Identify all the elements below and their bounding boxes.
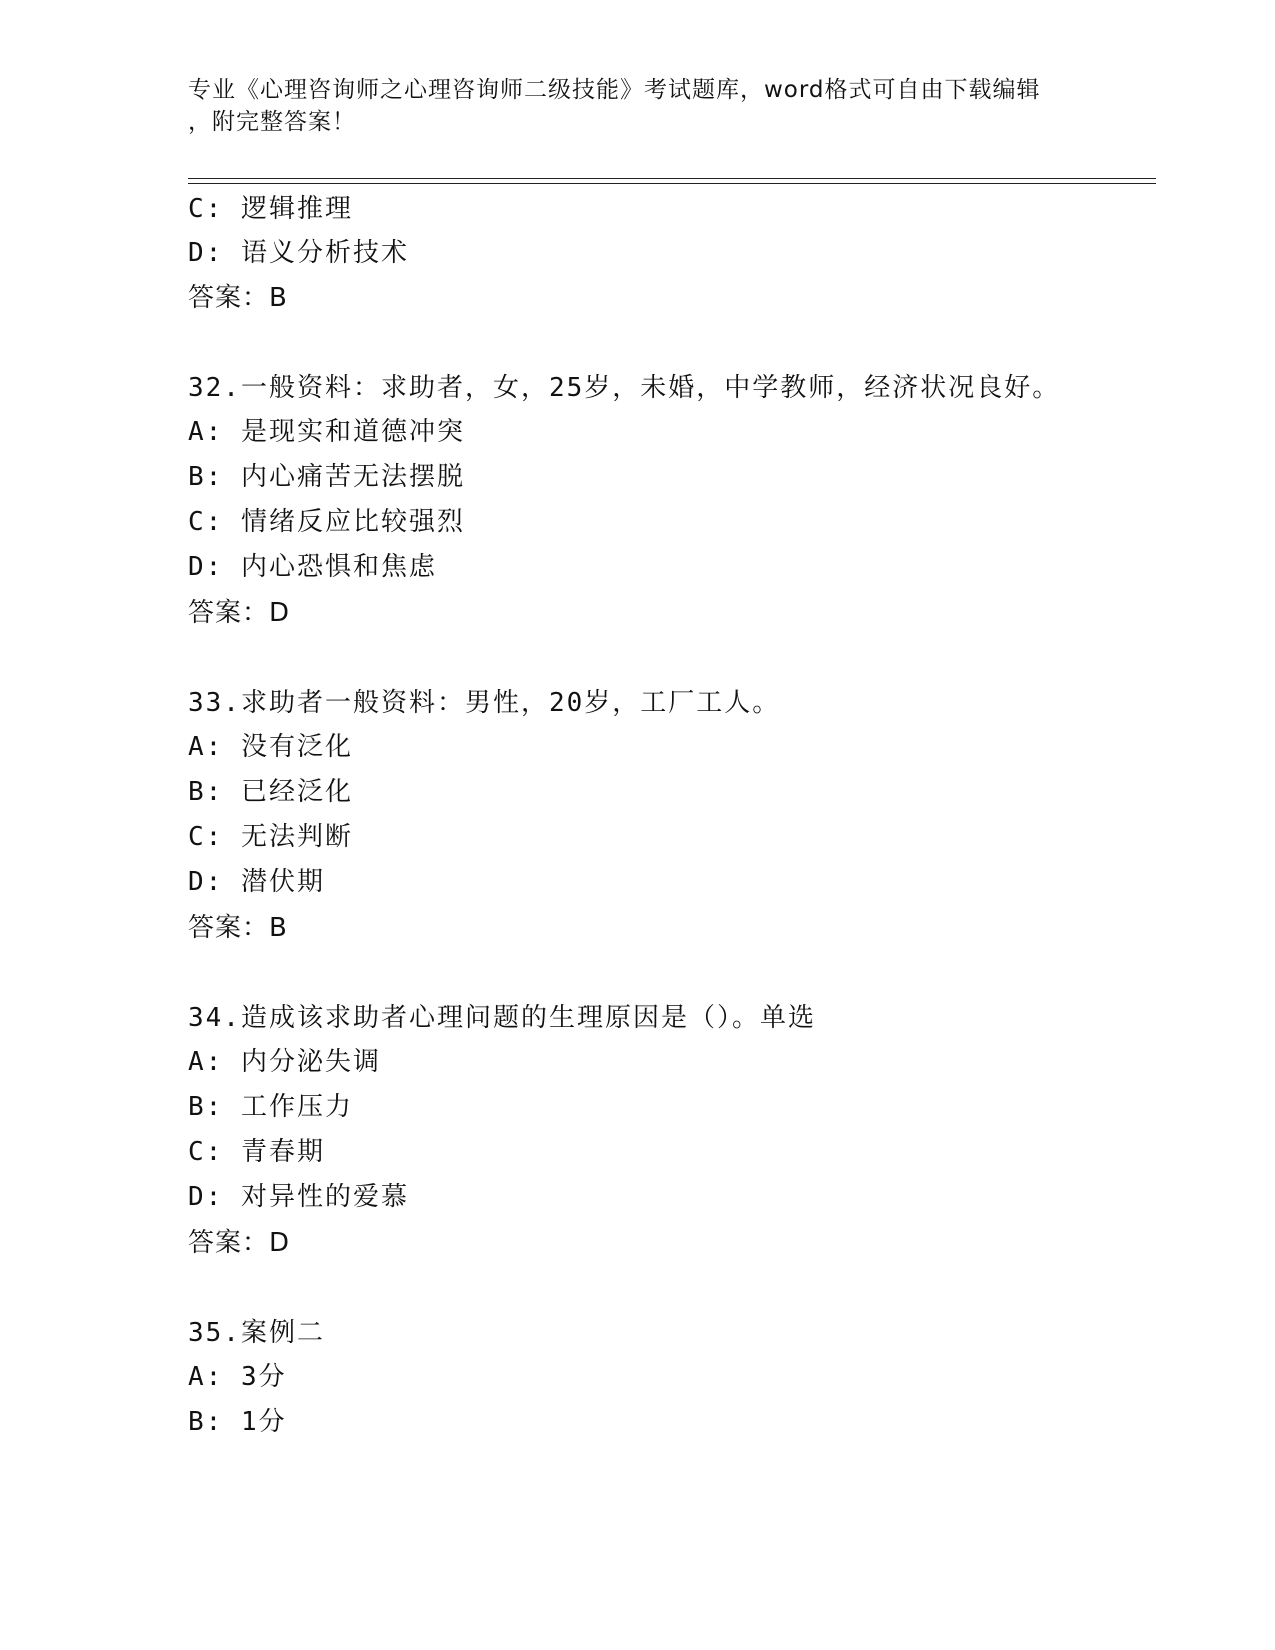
q32-option-a: A: 是现实和道德冲突	[188, 417, 465, 447]
q32-option-b: B: 内心痛苦无法摆脱	[188, 462, 465, 492]
q34-answer: 答案：D	[188, 1228, 291, 1258]
q32-stem: 32.一般资料：求助者，女，25岁，未婚，中学教师，经济状况良好。	[188, 373, 1061, 403]
q34-option-a: A: 内分泌失调	[188, 1047, 381, 1077]
q32-option-d: D: 内心恐惧和焦虑	[188, 552, 437, 582]
q32-answer: 答案：D	[188, 598, 291, 628]
q33-option-d: D: 潜伏期	[188, 867, 325, 897]
prev-option-d: D: 语义分析技术	[188, 238, 409, 268]
q34-option-c: C: 青春期	[188, 1137, 325, 1167]
q33-answer: 答案：B	[188, 913, 288, 943]
q33-option-a: A: 没有泛化	[188, 732, 353, 762]
q33-option-b: B: 已经泛化	[188, 777, 353, 807]
prev-option-c: C: 逻辑推理	[188, 194, 353, 224]
header-title-line1: 专业《心理咨询师之心理咨询师二级技能》考试题库，word格式可自由下载编辑	[188, 77, 1041, 103]
q35-option-a: A: 3分	[188, 1362, 287, 1392]
prev-answer: 答案：B	[188, 283, 288, 313]
q34-option-d: D: 对异性的爱慕	[188, 1182, 409, 1212]
q32-option-c: C: 情绪反应比较强烈	[188, 507, 465, 537]
header-divider-top	[188, 178, 1156, 179]
header-divider-bottom	[188, 183, 1156, 184]
q35-option-b: B: 1分	[188, 1407, 287, 1437]
document-header	[188, 74, 1088, 138]
q34-stem: 34.造成该求助者心理问题的生理原因是（）。单选	[188, 1003, 816, 1033]
q34-option-b: B: 工作压力	[188, 1092, 353, 1122]
q33-option-c: C: 无法判断	[188, 822, 353, 852]
q33-stem: 33.求助者一般资料：男性，20岁，工厂工人。	[188, 688, 781, 718]
q35-stem: 35.案例二	[188, 1318, 325, 1348]
header-title-line2: ，附完整答案！	[188, 109, 356, 135]
